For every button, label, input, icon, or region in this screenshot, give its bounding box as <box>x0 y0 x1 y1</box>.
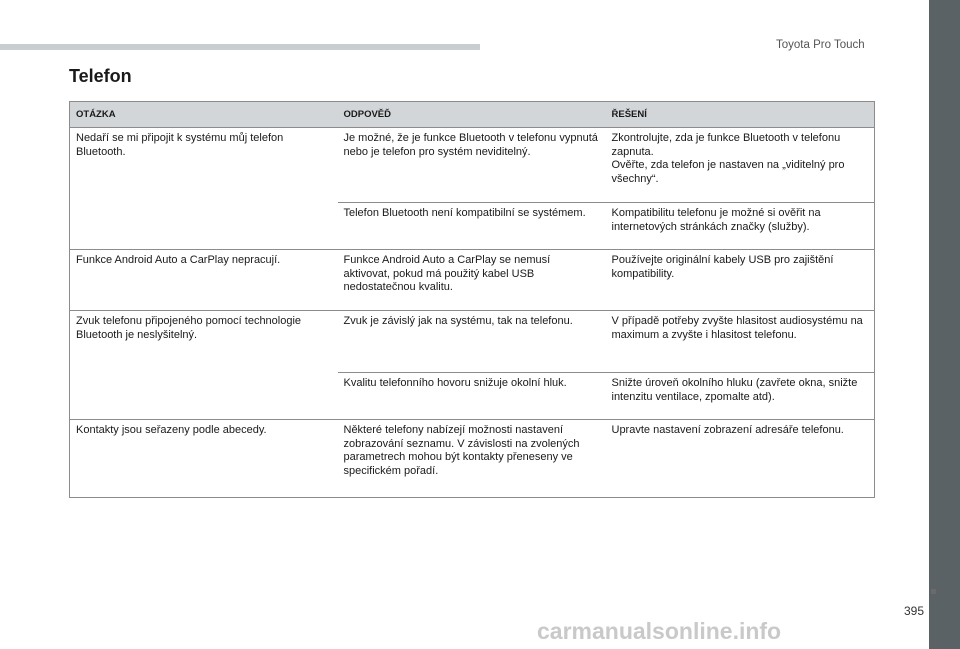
table-row <box>70 373 875 420</box>
header-rule <box>0 44 480 50</box>
solution-cell <box>606 128 875 203</box>
column-header-question: OTÁZKA <box>70 102 338 128</box>
table-row <box>70 128 875 203</box>
watermark: carmanualsonline.info <box>537 618 782 644</box>
solution-text: Zkontrolujte, zda je funkce Bluetooth v telefonu zapnuta. Ověřte, zda telefon je nastaven na „viditelný pro všechny“. <box>611 132 845 185</box>
table-row <box>70 203 875 250</box>
page-number: 395 <box>904 604 925 618</box>
table-row <box>70 420 875 498</box>
solution-cell: Kompatibilitu telefonu je možné si ověřit na internetových stránkách značky (služby). <box>606 203 875 250</box>
side-strip <box>929 0 960 649</box>
question-cell: Nedaří se mi připojit k systému můj telefon Bluetooth. <box>76 132 284 158</box>
question-cell: Zvuk telefonu připojeného pomocí technologie Bluetooth je neslyšitelný. <box>76 315 302 341</box>
solution-cell: Používejte originální kabely USB pro zajištění kompatibility. <box>606 250 875 311</box>
answer-cell: Kvalitu telefonního hovoru snižuje okolní hluk. <box>338 373 606 420</box>
question-cell: Kontakty jsou seřazeny podle abecedy. <box>70 420 338 498</box>
answer-cell: Některé telefony nabízejí možnosti nastavení zobrazování seznamu. V závislosti na zvolených parametrech mohou být kontakty přeneseny ve specifickém pořadí. <box>338 420 606 498</box>
page-marker-dot <box>931 589 936 594</box>
question-cell <box>70 373 338 420</box>
answer-cell: Je možné, že je funkce Bluetooth v telefonu vypnutá nebo je telefon pro systém neviditelný. <box>338 128 606 203</box>
table-row <box>70 250 875 311</box>
solution-cell: Upravte nastavení zobrazení adresáře telefonu. <box>606 420 875 498</box>
question-cell: Funkce Android Auto a CarPlay nepracují. <box>70 250 338 311</box>
solution-cell: Snižte úroveň okolního hluku (zavřete okna, snižte intenzitu ventilace, zpomalte atd). <box>606 373 875 420</box>
column-header-solution: ŘEŠENÍ <box>606 102 875 128</box>
question-cell <box>70 203 338 250</box>
troubleshooting-table <box>69 101 874 498</box>
answer-cell: Zvuk je závislý jak na systému, tak na telefonu. <box>338 311 606 373</box>
answer-cell: Funkce Android Auto a CarPlay se nemusí aktivovat, pokud má použitý kabel USB nedostatečnou kvalitu. <box>338 250 606 311</box>
table-header-row <box>70 102 875 128</box>
table-row <box>70 311 875 373</box>
answer-cell: Telefon Bluetooth není kompatibilní se systémem. <box>338 203 606 250</box>
solution-cell: V případě potřeby zvyšte hlasitost audiosystému na maximum a zvyšte i hlasitost telefonu. <box>606 311 875 373</box>
column-header-answer: ODPOVĚĎ <box>338 102 606 128</box>
page-title: Telefon <box>69 66 132 86</box>
running-header: Toyota Pro Touch <box>776 39 865 51</box>
